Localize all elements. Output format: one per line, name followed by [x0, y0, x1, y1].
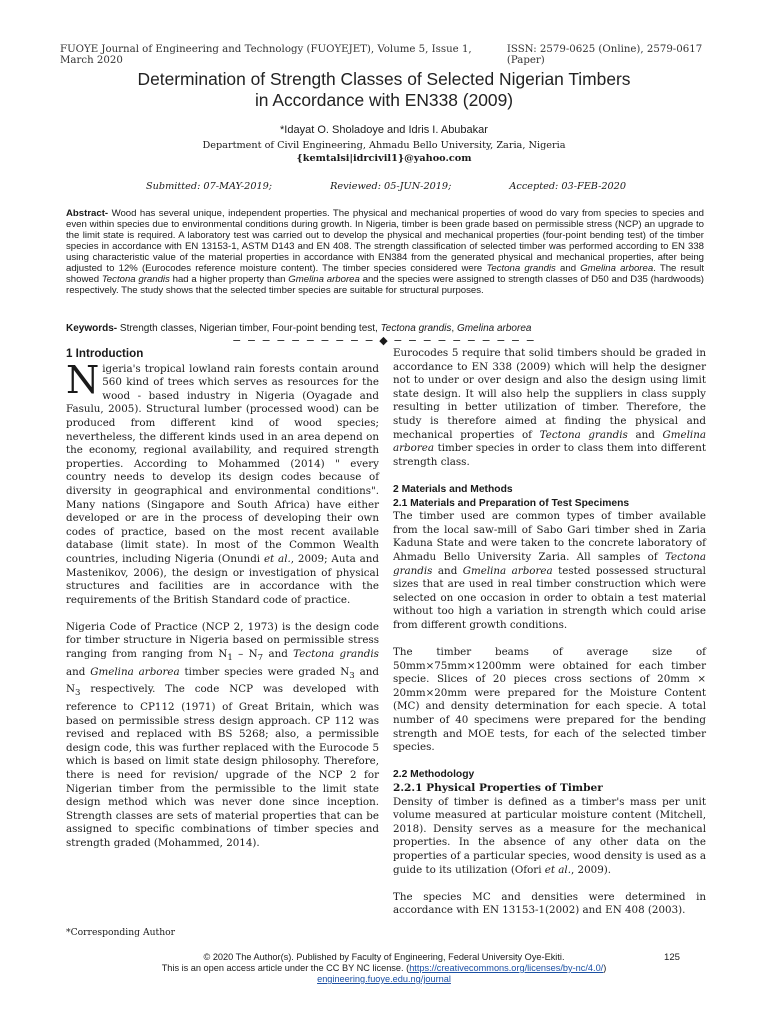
- species-name: Tectona grandis: [486, 263, 556, 274]
- et-al: et al.: [263, 552, 291, 565]
- species-name: Tectona grandis: [539, 428, 628, 441]
- right-column: [393, 347, 706, 918]
- species-name: Gmelina arborea: [288, 274, 360, 285]
- intro-paragraph-3: [393, 347, 706, 469]
- species-name: Gmelina arborea: [90, 665, 180, 678]
- subsection-heading-2-1: 2.1 Materials and Preparation of Test Specimens: [393, 497, 630, 509]
- keywords: [66, 323, 704, 334]
- paragraph-text: tested possessed structural sizes that are used in real timber construction which were selected on one occasion in order to obtain a test material without too high a variation in strength which could arise from different growth conditions.: [393, 564, 706, 631]
- running-header: [60, 44, 728, 66]
- paragraph-text: – N: [232, 648, 258, 661]
- keywords-text: Strength classes, Nigerian timber, Four-point bending test,: [117, 323, 381, 334]
- paragraph-text: and: [432, 564, 463, 577]
- paragraph-text: igeria's tropical lowland rain forests contain around 560 kind of trees which serves as resources for the wood - based industry in Nigeria (Oyagade and Fasulu, 2005). Structural lumber (processed wood) can be produced from different kind of wood species; nevertheless, the different kinds used in an area depend on the economy, regional availability, and required strength properties. According to Mohammed (2014) " every country needs to develop its design codes because of diversity in geographical and environmental conditions". Many nations (Singapore and South Africa) have either developed or are in the process of developing their own codes of practice, based on the most recent available database (limit state). In most of the Common Wealth countries, including Nigeria (Onundi: [66, 362, 379, 565]
- species-name: Gmelina arborea: [462, 564, 553, 577]
- journal-link[interactable]: engineering.fuoye.edu.ng/journal: [317, 974, 451, 984]
- paragraph-text: Density of timber is defined as a timber's mass per unit volume measured at particular moisture content (Mitchell, 2018). Density serves as a measure for the mechanical properties. In the absence of any other data on the properties of a particular species, wood density is used as a guide to its utilization (Ofori: [393, 795, 706, 876]
- abstract-text: . The result showed: [66, 263, 704, 285]
- page-number: 125: [664, 952, 681, 963]
- subscript: 3: [349, 670, 355, 681]
- subscript: 3: [75, 688, 81, 699]
- article-title: [0, 69, 768, 111]
- subsection-heading-2-2-1: 2.2.1 Physical Properties of Timber: [393, 782, 603, 794]
- paragraph-text: Eurocodes 5 require that solid timbers should be graded in accordance to EN 338 (2009) which will help the designer not to under or over design and also the design using limit state design. It will also help the suppliers in class supply resulting in better utilization of timber. Therefore, the study is therefore aimed at finding the physical and mechanical properties of: [393, 347, 706, 441]
- paragraph-text: timber species were graded N: [179, 665, 350, 678]
- species-name: Tectona grandis: [380, 323, 452, 334]
- intro-paragraph-2: [66, 621, 379, 851]
- density-paragraph: [393, 796, 706, 878]
- paragraph-text: and: [66, 665, 91, 678]
- keywords-label: Keywords-: [66, 323, 118, 334]
- authors: *Idayat O. Sholadoye and Idris I. Abubakar: [280, 124, 488, 136]
- paragraph-text: timber species in order to class them into different strength class.: [393, 442, 706, 468]
- accepted-date: Accepted: 03-FEB-2020: [509, 181, 626, 192]
- abstract-text: and: [555, 263, 581, 274]
- abstract-label: Abstract-: [66, 208, 109, 219]
- paragraph-text: , 2009; Auta and Mastenikov, 2006), the design or investigation of physical structures and facilities are in accordance with the requirements of the British Standard code of practice.: [66, 552, 379, 606]
- affiliation: Department of Civil Engineering, Ahmadu Bello University, Zaria, Nigeria: [202, 140, 566, 151]
- subsection-heading-2-2: 2.2 Methodology: [393, 769, 475, 781]
- species-name: Tectona grandis: [293, 648, 379, 661]
- submitted-date: Submitted: 07-MAY-2019;: [146, 181, 273, 192]
- subscript: 7: [257, 653, 264, 664]
- license-link[interactable]: https://creativecommons.org/licenses/by-nc/4.0/: [409, 963, 604, 973]
- abstract-text: Wood has several unique, independent properties. The physical and mechanical properties of wood do vary from species to species and even within species due to environmental conditions during growth. In Nigeria, timber is been grade based on permissible stress (NCP) an upgrade to the limit state is required. A laboratory test was carried out to develop the physical and mechanical properties (four-point bending test) of the timber species in accordance with EN 13153-1, ASTM D143 and EN 408. The strength classification of selected timber was performed according to EN 338 using characteristic value of the material properties in accordance with EN384 from the generated physical and mechanical properties, after being adjusted to 12% (Eurocodes reference moisture content). The timber species considered were: [66, 208, 704, 274]
- title-line-1: Determination of Strength Classes of Selected Nigerian Timbers: [137, 69, 631, 89]
- paragraph-text: and N: [66, 665, 380, 696]
- et-al: et al.: [544, 863, 571, 876]
- section-heading-materials-methods: 2 Materials and Methods: [393, 483, 513, 495]
- materials-paragraph: [393, 510, 706, 632]
- specimen-paragraph: The timber beams of average size of 50mm×75mm×1200mm were obtained for each timber specie. Slices of 20 pieces cross sections of 20mm × 20mm×20mm were prepared for the Moisture Content (MC) and density determination for each specie. A total number of 40 specimens were prepared for the bending strength and MOE tests, for each of the selected timber species.: [393, 646, 706, 754]
- submission-dates: [146, 181, 626, 192]
- subscript: 1: [227, 653, 233, 664]
- title-line-2: in Accordance with EN338 (2009): [254, 90, 514, 110]
- keywords-text: ,: [451, 323, 457, 334]
- species-name: Tectona grandis: [101, 274, 170, 285]
- license-text: ): [603, 963, 607, 973]
- left-column: [66, 347, 379, 851]
- corresponding-author-footnote: *Corresponding Author: [66, 927, 176, 938]
- mc-density-paragraph: The species MC and densities were determined in accordance with EN 13153-1(2002) and EN 408 (2003).: [393, 890, 706, 917]
- species-name: Gmelina arborea: [393, 428, 706, 455]
- page-footer: [0, 952, 768, 985]
- issn: ISSN: 2579-0625 (Online), 2579-0617 (Paper): [506, 44, 703, 66]
- abstract-text: and the species were assigned to strength classes of D50 and D35 (hardwoods) respectively. The study shows that the selected timber species are suitable for structural purposes.: [66, 274, 704, 296]
- species-name: Gmelina arborea: [456, 323, 532, 334]
- abstract: [66, 208, 704, 296]
- copyright-line: © 2020 The Author(s). Published by Faculty of Engineering, Federal University Oye-Ekiti.: [203, 952, 565, 962]
- paragraph-text: and: [263, 648, 294, 661]
- paragraph-text: , 2009).: [571, 863, 612, 876]
- reviewed-date: Reviewed: 05-JUN-2019;: [330, 181, 452, 192]
- paragraph-text: respectively. The code NCP was developed with reference to CP112 (1971) of Great Britain, which was based on permissible stress design approach. CP 112 was revised and replaced with BS 5268; also, a permissible design code, this was further replaced with the Eurocode 5 which is based on limit state design philosophy. Therefore, there is need for revision/ upgrade of the NCP 2 for Nigerian timber from the permissible to the limit state design method which was never done since inception. Strength classes are sets of material properties that can be assigned to specific combinations of timber species and strength graded (Mohammed, 2014).: [66, 683, 379, 849]
- section-heading-introduction: 1 Introduction: [66, 347, 144, 360]
- license-line: [0, 963, 768, 974]
- intro-paragraph-1: [66, 357, 379, 608]
- drop-cap: N: [66, 357, 100, 402]
- paragraph-text: and: [627, 428, 663, 441]
- journal-citation: FUOYE Journal of Engineering and Technology (FUOYEJET), Volume 5, Issue 1, March 2020: [60, 44, 472, 66]
- abstract-text: had a higher property than: [169, 274, 289, 285]
- species-name: Gmelina arborea: [580, 263, 654, 274]
- species-name: Tectona grandis: [393, 550, 706, 577]
- paragraph-text: The timber used are common types of timber available from the local saw-mill of Sabo Gari timber shed in Zaria Kaduna State and were taken to the concrete laboratory of Ahmadu Bello University Zaria. All samples of: [393, 510, 706, 563]
- section-separator: − − − − − − − − − − ◆ − − − − − − − − − −: [232, 334, 536, 347]
- author-email: {kemtalsi|idrcivil1}@yahoo.com: [296, 153, 472, 164]
- license-text: This is an open access article under the CC BY NC license. (: [161, 963, 410, 973]
- paragraph-text: Nigeria Code of Practice (NCP 2, 1973) is the design code for timber structure in Nigeria based on permissible stress ranging from ranging from N: [66, 620, 379, 661]
